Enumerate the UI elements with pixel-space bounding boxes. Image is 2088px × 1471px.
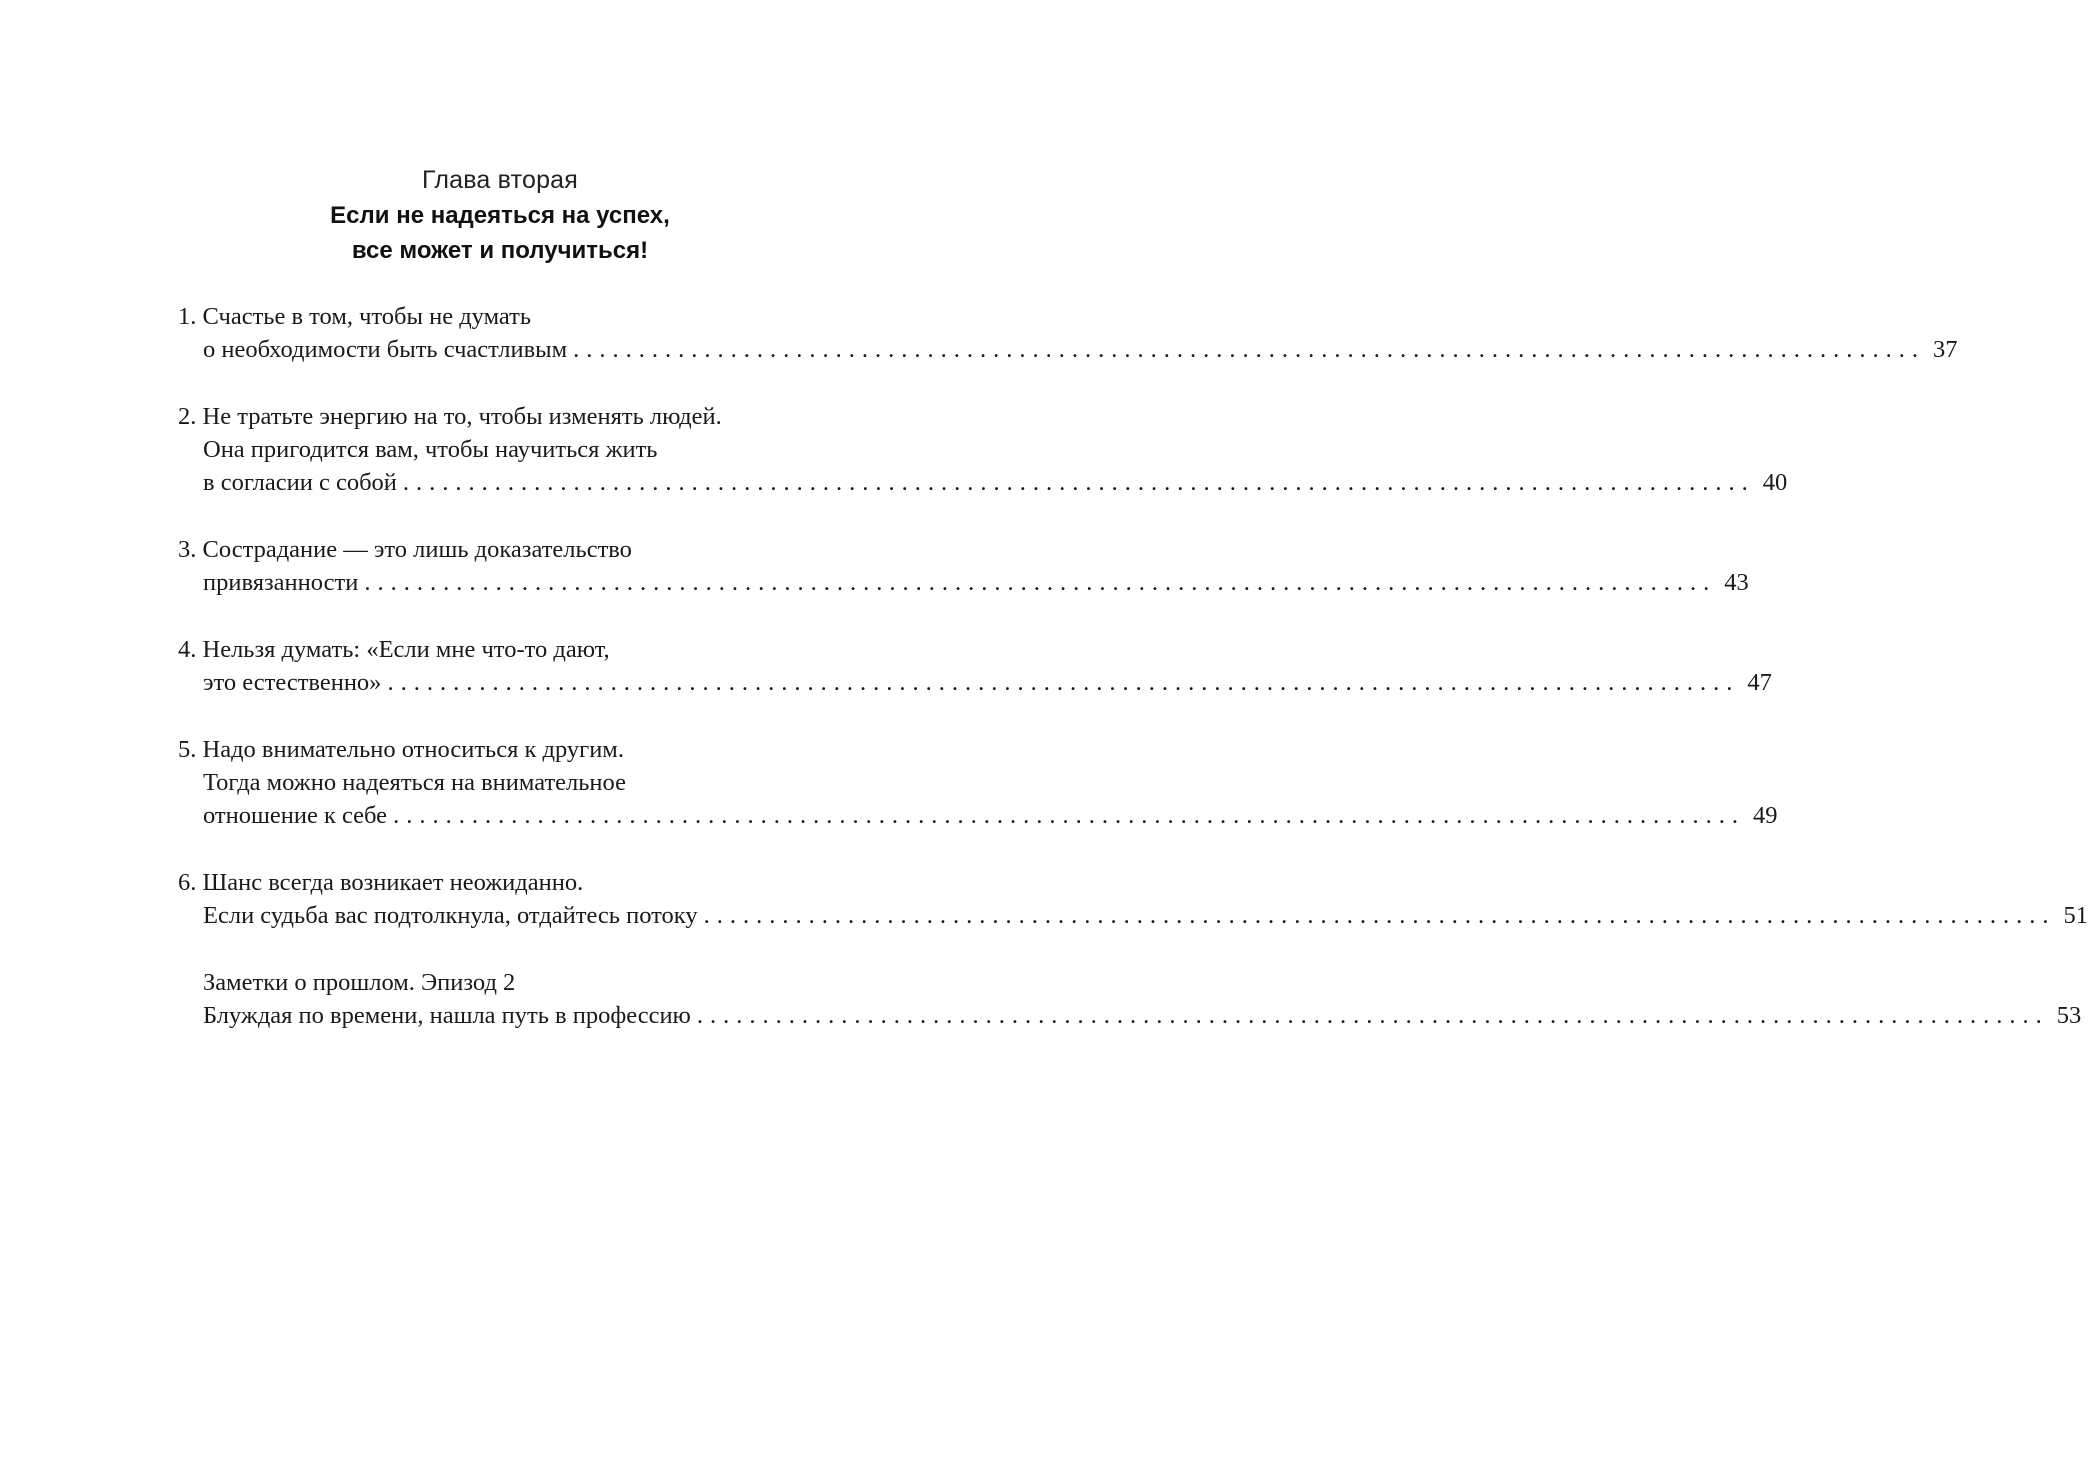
toc-entry-first-line (178, 300, 858, 333)
toc-entry-last-line (178, 899, 2088, 932)
dot-leader: ....................................................................................................... (364, 569, 1717, 596)
toc-entry-heading: Заметки о прошлом. Эпизод 2 (203, 969, 516, 996)
toc-entry[interactable] (178, 533, 1749, 599)
toc-entry-last-line (178, 799, 1778, 832)
toc-entry-page: 49 (1752, 802, 1778, 829)
dot-leader: ....................................................................................................... (696, 1002, 2049, 1029)
dot-leader: ....................................................................................................... (402, 469, 1755, 496)
toc-entry-number: 5. (178, 736, 197, 763)
chapter-title-line-1: Если не надеяться на успех, (330, 202, 670, 229)
toc-entry-heading-continued: отношение к себе (203, 802, 388, 829)
toc-entry-number: 2. (178, 403, 197, 430)
toc-entry-heading-continued: о необходимости быть счастливым (203, 336, 568, 363)
toc-entry-page: 47 (1747, 669, 1772, 696)
toc-entry-first-line (178, 533, 858, 566)
toc-entry-page: 53 (2056, 1002, 2082, 1029)
toc-entry-first-line (178, 866, 858, 899)
toc-entry-number: 6. (178, 869, 197, 896)
toc-entry-heading: Надо внимательно относиться к другим. (202, 736, 624, 763)
toc-entry-middle-line: Тогда можно надеяться на внимательное (203, 769, 626, 796)
toc-entry-heading: Нельзя думать: «Если мне что-то дают, (202, 636, 610, 663)
toc-entry-heading: Не тратьте энергию на то, чтобы изменять людей. (202, 403, 722, 430)
toc-entry-heading: Шанс всегда возникает неожиданно. (202, 869, 584, 896)
toc-entry-heading: Счастье в том, чтобы не думать (202, 303, 532, 330)
toc-entry-last-line (178, 466, 1788, 499)
toc-entry-page: 51 (2063, 902, 2088, 929)
toc-entry[interactable] (178, 866, 2088, 932)
dot-leader: ....................................................................................................... (393, 802, 1745, 829)
toc-entry-notes[interactable] (178, 966, 2082, 1032)
toc-entry-heading-continued: Если судьба вас подтолкнула, отдайтесь потоку (203, 902, 698, 929)
toc-entry-number: 4. (178, 636, 197, 663)
toc-entry-last-line (178, 333, 1958, 366)
toc-entry-first-line (178, 400, 858, 433)
toc-entry[interactable] (178, 300, 1958, 366)
dot-leader: ....................................................................................................... (387, 669, 1740, 696)
chapter-label: Глава вторая (421, 166, 579, 194)
toc-entry-page: 40 (1762, 469, 1788, 496)
toc-entry[interactable] (178, 633, 1772, 699)
toc-entry-last-line (178, 666, 1772, 699)
toc-entry-last-line (178, 566, 1749, 599)
chapter-title-line-2: все может и получиться! (351, 237, 649, 264)
toc-entry[interactable] (178, 400, 1788, 499)
table-of-contents (178, 300, 2088, 1066)
toc-entry-first-line (178, 733, 858, 766)
toc-entry-first-line (178, 633, 858, 666)
dot-leader: ....................................................................................................... (573, 336, 1925, 363)
toc-entry-heading-continued: в согласии с собой (203, 469, 397, 496)
toc-entry-middle-line: Она пригодится вам, чтобы научиться жить (203, 436, 658, 463)
toc-entry-number: 1. (178, 303, 197, 330)
dot-leader: ....................................................................................................... (703, 902, 2056, 929)
toc-entry-page: 37 (1933, 336, 1958, 363)
toc-entry-heading-continued: это естественно» (203, 669, 382, 696)
toc-entry-heading-continued: привязанности (203, 569, 359, 596)
toc-entry-heading-continued: Блуждая по времени, нашла путь в профессию (203, 1002, 691, 1029)
toc-entry[interactable] (178, 733, 1778, 832)
toc-entry-last-line (178, 999, 2082, 1032)
toc-entry-page: 43 (1724, 569, 1749, 596)
toc-entry-number: 3. (178, 536, 197, 563)
toc-entry-heading: Сострадание — это лишь доказательство (202, 536, 632, 563)
